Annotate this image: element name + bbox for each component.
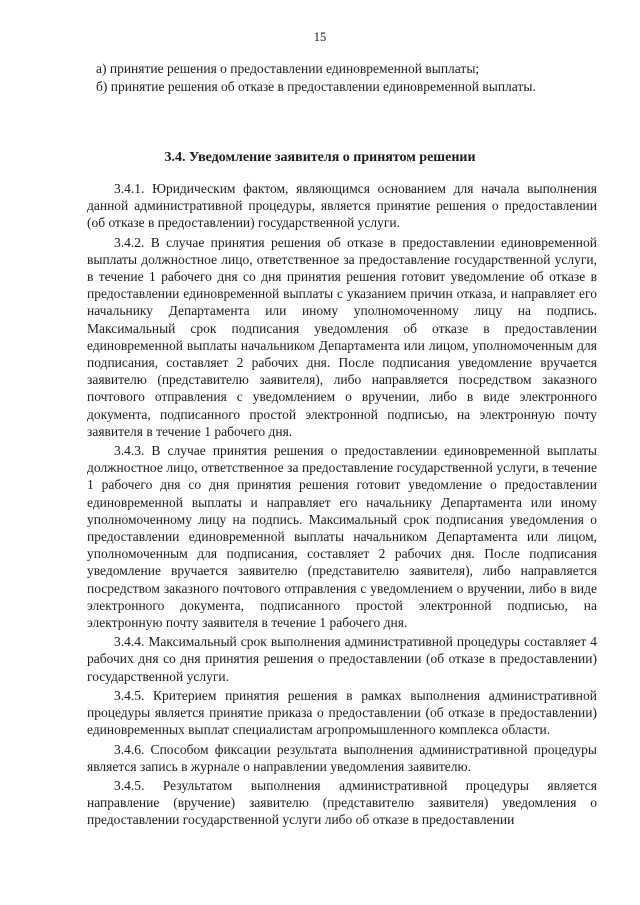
paragraph-3-4-2: 3.4.2. В случае принятия решения об отказе в предоставлении единовременной выплаты должностное лицо, ответственное за предоставление государственной услуги, в течение 1 рабочего дня со дня принятия решения готовит уведомление об отказе в предоставлении единовременной выплаты с указанием причин отказа, и направляет его начальнику Департамента или иному уполномоченному лицу на подпись. Максимальный срок подписания уведомления об отказе в предоставлении единовременной выплаты начальником Департамента или лицом, уполномоченным для подписания, составляет 2 рабочих дня. После подписания уведомление вручается заявителю (представителю заявителя), либо направляется посредством заказного почтового отправления с уведомлением о вручении, либо в виде электронного документа, подписанного простой электронной подписью, на электронную почту заявителя в течение 1 рабочего дня.	[87, 234, 597, 439]
paragraph-3-4-5-result: 3.4.5. Результатом выполнения административной процедуры является направление (вручение) заявителю (представителю заявителя) уведомления о предоставлении государственной услуги либо об отказе в предоставлении	[87, 777, 597, 828]
list-item: а) принятие решения о предоставлении единовременной выплаты;	[96, 61, 480, 76]
list-item: б) принятие решения об отказе в предоставлении единовременной выплаты.	[96, 79, 536, 94]
section-heading: 3.4. Уведомление заявителя о принятом решении	[164, 150, 476, 165]
section-body	[87, 180, 597, 831]
paragraph-3-4-6: 3.4.6. Способом фиксации результата выполнения административной процедуры является запись в журнале о направлении уведомления заявителю.	[87, 741, 597, 774]
decision-options-list	[96, 60, 596, 96]
paragraph-3-4-1: 3.4.1. Юридическим фактом, являющимся основанием для начала выполнения данной административной процедуры, является принятие решения о предоставлении (об отказе в предоставлении) государственной услуги.	[87, 181, 597, 231]
paragraph-3-4-4: 3.4.4. Максимальный срок выполнения административной процедуры составляет 4 рабочих дня со дня принятия решения о предоставлении (об отказе в предоставлении) государственной услуги.	[87, 634, 597, 684]
paragraph-3-4-3: 3.4.3. В случае принятия решения о предоставлении единовременной выплаты должностное лицо, ответственное за предоставление государственной услуги, в течение 1 рабочего дня со дня принятия решения готовит уведомление о предоставлении единовременной выплаты и направляет его начальнику Департамента или иному уполномоченному лицу на подпись. Максимальный срок подписания уведомления о предоставлении единовременной выплаты начальником Департамента или лицом, уполномоченным для подписания, составляет 2 рабочих дня. После подписания уведомление вручается заявителю (представителю заявителя), либо направляется посредством заказного почтового отправления с уведомлением о вручении, либо в виде электронного документа, подписанного простой электронной подписью, на электронную почту заявителя в течение 1 рабочего дня.	[87, 443, 597, 631]
page-number: 15	[313, 30, 327, 44]
paragraph-3-4-5: 3.4.5. Критерием принятия решения в рамках выполнения административной процедуры является принятие приказа о предоставлении (об отказе в предоставлении) единовременных выплат специалистам агропромышленного комплекса области.	[87, 687, 597, 738]
